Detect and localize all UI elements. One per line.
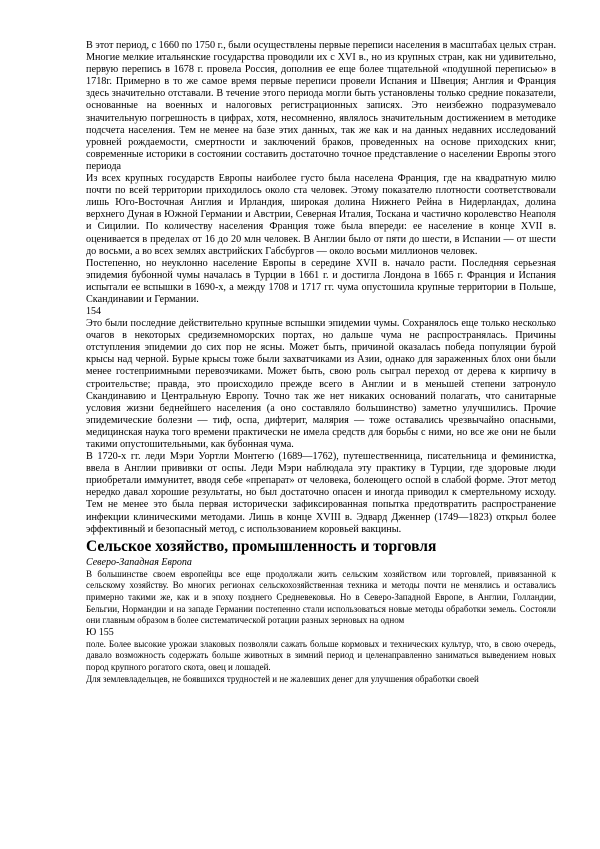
page-number: 154 (86, 306, 101, 318)
document-page (86, 40, 556, 685)
page-number: Ю 155 (86, 626, 114, 638)
paragraph-crops: поле. Более высокие урожаи злаковых позволяли сажать больше кормовых и технических культур, что, в свою очередь, давало возможность содержать больше животных в зимний период и целенаправленно заниматься выведением новых пород крупного рогатого скота, овец и лошадей. (86, 638, 556, 672)
paragraph-agriculture: В большинстве своем европейцы все еще продолжали жить сельским хозяйством или торговлей, привязанной к сельскому хозяйству. Во многих регионах сельскохозяйственная техника и методы почти не менялись и оставались примерно такими же, как и в эпоху позднего Средневековья. Но в Северо-Западной Европе, в Англии, Голландии, Бельгии, Нормандии и на западе Германии постепенно стали использоваться новые методы обработки земель. Состояли они главным образом в более систематической ротации разных зерновых на одном (86, 568, 556, 626)
paragraph-plague-spread: Постепенно, но неуклонно население Европы в середине XVII в. начало расти. Последняя серьезная эпидемия бубонной чумы началась в Турции в 1661 г. и достигла Лондона в 1665 г. Франция и Испания испытали ее вспышки в 1690-х, а между 1708 и 1717 гг. чума опустошила крупные территории в Польше, Скандинавии и Германии. (86, 257, 556, 305)
paragraph-landowners: Для землевладельцев, не боявшихся трудностей и не жалевших денег для улучшения обработки своей (86, 673, 479, 684)
paragraph-population-density: Из всех крупных государств Европы наиболее густо была населена Франция, где на квадратную милю почти по всей территории приходилось около ста человек. Этому показателю плотности соответствовали лишь Юго-Восточная Англия и Ирландия, широкая долина Нижнего Рейна в Нидерландах, долина верхнего Дуная в Южной Германии и Австрии, Северная Италия, Тоскана и частично королевство Неаполя и Сицилии. По количеству населения Франция тоже была впереди: ее население в конце XVII в. оценивается в пределах от 16 до 20 млн человек. В Англии было от пяти до шести, в Испании — от шести до восьми, а во всех землях австрийских Габсбургов — около восьми миллионов человек. (86, 173, 556, 257)
section-subheading: Северо-Западная Европа (86, 556, 192, 568)
paragraph-censuses: В этот период, с 1660 по 1750 г., были осуществлены первые переписи населения в масштабах целых стран. Многие мелкие итальянские государства проводили их с XVI в., но из крупных стран, как ни удивительно, первую перепись в 1678 г. провела Россия, дополнив ее еще более тщательной «подушной переписью» в 1718г. Примерно в то же самое время первые переписи провели Испания и Швеция; Англия и Франция здесь значительно отставали. В течение этого периода могли быть установлены только средние показатели, основанные на военных и налоговых регистрационных записях. Это неизбежно подразумевало значительную погрешность в цифрах, хотя, несомненно, являлось значительным достижением в методике подсчета населения. Тем не менее на базе этих данных, так же как и на данных недавних исследований уровней рождаемости, смертности и заключений браков, проведенных на основе приходских книг, современные историки в состоянии составить достаточно точное представление о населении Европы этого периода (86, 40, 556, 172)
paragraph-inoculation: В 1720-х гг. леди Мэри Уортли Монтегю (1689—1762), путешественница, писательница и феминистка, ввела в Англии прививки от оспы. Леди Мэри наблюдала эту практику в Турции, где здоровые люди приобретали иммунитет, вводя себе «препарат» от человека, болеющего оспой в слабой форме. Этот метод нередко давал хорошие результаты, но был достаточно опасен и иногда приводил к смертельному исходу. Тем не менее это была первая исторически зафиксированная попытка предотвратить распространение инфекции клиническими методами. Лишь в конце XVIII в. Эдвард Дженнер (1749—1823) открыл более эффективный и безопасный метод, с использованием коровьей вакцины. (86, 451, 556, 535)
section-heading: Сельское хозяйство, промышленность и торговля (86, 537, 437, 555)
paragraph-plague-end: Это были последние действительно крупные вспышки эпидемии чумы. Сохранялось еще только несколько очагов в некоторых средиземноморских портах, но дальше чума не распространялась. Причины отступления эпидемии до сих пор не ясны. Может быть, причиной оказалась победа популяции бурой крысы над черной. Бурые крысы тоже были захватчиками из Азии, однако для зараженных блох они были менее гостеприимными перевозчиками. Может быть, свою роль сыграл переход от дерева к кирпичу в строительстве; правда, это происходило прежде всего в Англии и в меньшей степени затронуло Скандинавию и Центральную Европу. Точно так же нет никаких оснований полагать, что санитарные условия жизни беднейшего населения (а оно составляло большинство) заметно улучшились. Прочие эпидемические болезни — тиф, оспа, дифтерит, малярия — тоже оставались чрезвычайно опасными, медицинская наука того времени практически не имела средств для борьбы с ними, но все же они не были такими опустошительными, как бубонная чума. (86, 318, 556, 450)
